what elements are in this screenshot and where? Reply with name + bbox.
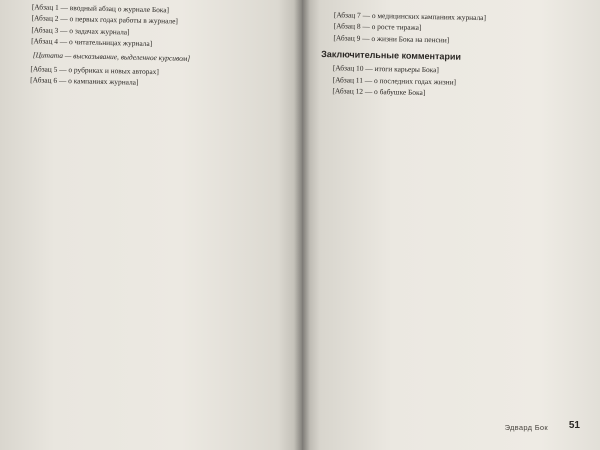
left-text-column — [18, 2, 282, 93]
book-gutter — [294, 0, 310, 450]
body-paragraph: [Абзац 1 — вводный абзац о журнале Бока] — [31, 2, 170, 15]
body-paragraph: [Абзац 10 — итоги карьеры Бока] — [332, 63, 440, 75]
body-paragraph: [Абзац 4 — о читательницах журнала] — [31, 36, 153, 49]
body-paragraph: [Абзац 2 — о первых годах работы в журнале] — [31, 13, 178, 26]
body-paragraph: [Абзац 8 — о росте тиража] — [333, 21, 422, 33]
body-paragraph: [Абзац 6 — о кампаниях журнала] — [30, 75, 139, 88]
body-paragraph: [Абзац 3 — о задачах журнала] — [31, 25, 130, 37]
running-head: Эдвард Бок — [504, 423, 548, 432]
section-heading: Заключительные комментарии — [321, 49, 462, 62]
body-paragraph: [Абзац 11 — о последних годах жизни] — [332, 74, 457, 87]
body-paragraph: [Абзац 9 — о жизни Бока на пенсии] — [333, 33, 450, 45]
body-paragraph: [Абзац 12 — о бабушке Бока] — [332, 86, 426, 98]
page-number: 51 — [568, 420, 580, 431]
body-paragraph: [Абзац 5 — о рубриках и новых авторах] — [30, 64, 159, 77]
block-quote: [Цитата — высказывание, выделенное курсивом] — [32, 49, 191, 63]
right-text-column — [320, 10, 568, 102]
body-paragraph: [Абзац 7 — о медицинских кампаниях журнала] — [333, 10, 487, 23]
